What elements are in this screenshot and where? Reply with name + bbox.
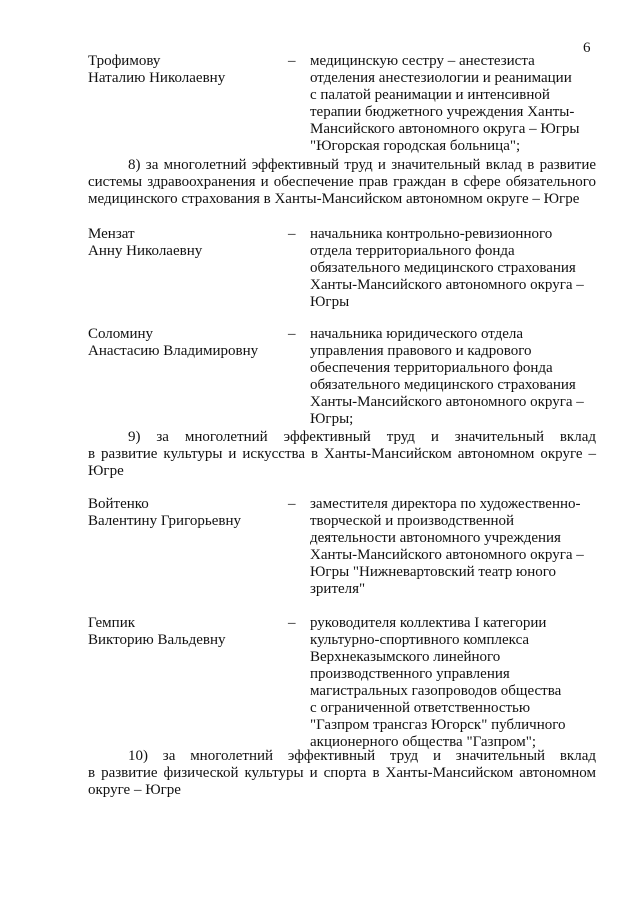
- dash-separator: –: [288, 53, 296, 69]
- name-line: Мензат: [88, 226, 135, 242]
- paragraph-line: округе – Югре: [88, 782, 181, 798]
- desc-line: медицинскую сестру – анестезиста: [310, 53, 535, 69]
- category-paragraph: [88, 748, 596, 799]
- desc-line: деятельности автономного учреждения: [310, 530, 561, 546]
- paragraph-line: 8) за многолетний эффективный труд и значительный вклад в развитие: [128, 157, 596, 173]
- recipient-name: [88, 53, 288, 87]
- desc-line: Югры: [310, 294, 350, 310]
- desc-line: Верхнеказымского линейного: [310, 649, 501, 665]
- paragraph-line: в развитие физической культуры и спорта в Ханты-Мансийском автономном: [88, 765, 596, 781]
- position-description: [310, 226, 610, 311]
- desc-line: отделения анестезиологии и реанимации: [310, 70, 572, 86]
- position-description: [310, 615, 610, 751]
- recipient-name: [88, 615, 288, 649]
- desc-line: производственного управления: [310, 666, 510, 682]
- desc-line: с ограниченной ответственностью: [310, 700, 531, 716]
- desc-line: Ханты-Мансийского автономного округа –: [310, 277, 584, 293]
- desc-line: отдела территориального фонда: [310, 243, 515, 259]
- desc-line: Ханты-Мансийского автономного округа –: [310, 547, 584, 563]
- paragraph-line: Югре: [88, 463, 124, 479]
- desc-line: "Югорская городская больница";: [310, 138, 521, 154]
- desc-line: управления правового и кадрового: [310, 343, 532, 359]
- desc-line: магистральных газопроводов общества: [310, 683, 562, 699]
- desc-line: Югры;: [310, 411, 354, 427]
- page-number: 6: [583, 40, 591, 56]
- desc-line: начальника юридического отдела: [310, 326, 524, 342]
- name-line: Валентину Григорьевну: [88, 513, 241, 529]
- desc-line: обеспечения территориального фонда: [310, 360, 553, 376]
- dash-separator: –: [288, 496, 296, 512]
- name-line: Соломину: [88, 326, 154, 342]
- position-description: [310, 326, 610, 428]
- dash-separator: –: [288, 226, 296, 242]
- name-line: Наталию Николаевну: [88, 70, 226, 86]
- desc-line: Мансийского автономного округа – Югры: [310, 121, 580, 137]
- paragraph-line: 10) за многолетний эффективный труд и значительный вклад: [128, 748, 596, 764]
- dash-separator: –: [288, 615, 296, 631]
- paragraph-line: в развитие культуры и искусства в Ханты-Мансийском автономном округе –: [88, 446, 596, 462]
- name-line: Трофимову: [88, 53, 161, 69]
- category-paragraph: [88, 157, 596, 208]
- paragraph-line: системы здравоохранения и обеспечение прав граждан в сфере обязательного: [88, 174, 596, 190]
- name-line: Гемпик: [88, 615, 136, 631]
- desc-line: с палатой реанимации и интенсивной: [310, 87, 550, 103]
- desc-line: Ханты-Мансийского автономного округа –: [310, 394, 584, 410]
- recipient-name: [88, 226, 288, 260]
- desc-line: руководителя коллектива I категории: [310, 615, 547, 631]
- desc-line: заместителя директора по художественно-: [310, 496, 581, 512]
- desc-line: обязательного медицинского страхования: [310, 377, 576, 393]
- paragraph-line: 9) за многолетний эффективный труд и значительный вклад: [128, 429, 596, 445]
- name-line: Викторию Вальдевну: [88, 632, 226, 648]
- paragraph-line: медицинского страхования в Ханты-Мансийском автономном округе – Югре: [88, 191, 580, 207]
- desc-line: творческой и производственной: [310, 513, 515, 529]
- desc-line: обязательного медицинского страхования: [310, 260, 576, 276]
- category-paragraph: [88, 429, 596, 480]
- desc-line: зрителя": [310, 581, 366, 597]
- desc-line: "Газпром трансгаз Югорск" публичного: [310, 717, 566, 733]
- desc-line: культурно-спортивного комплекса: [310, 632, 530, 648]
- desc-line: терапии бюджетного учреждения Ханты-: [310, 104, 575, 120]
- desc-line: начальника контрольно-ревизионного: [310, 226, 553, 242]
- recipient-name: [88, 496, 288, 530]
- recipient-name: [88, 326, 288, 360]
- desc-line: Югры "Нижневартовский театр юного: [310, 564, 557, 580]
- name-line: Анастасию Владимировну: [88, 343, 259, 359]
- position-description: [310, 53, 610, 155]
- name-line: Войтенко: [88, 496, 149, 512]
- desc-line: акционерного общества "Газпром";: [310, 734, 536, 750]
- dash-separator: –: [288, 326, 296, 342]
- position-description: [310, 496, 610, 598]
- name-line: Анну Николаевну: [88, 243, 203, 259]
